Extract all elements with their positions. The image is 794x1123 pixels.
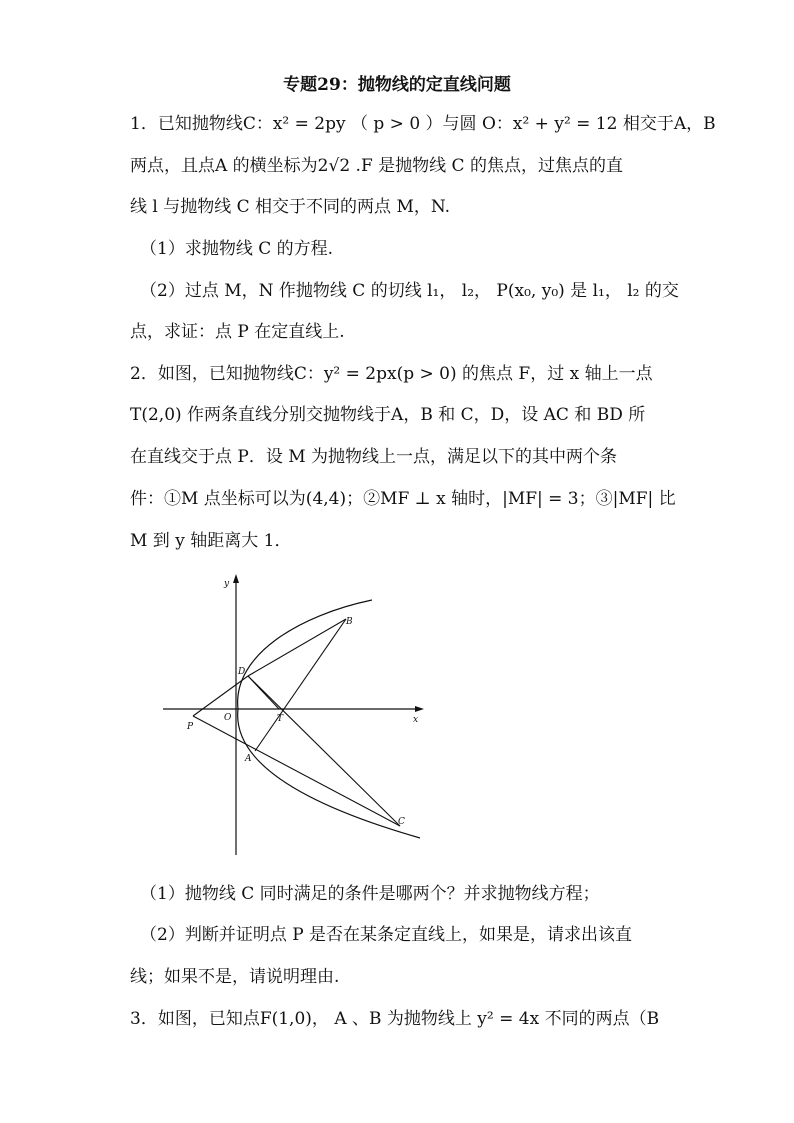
problem2-line4: 件：①M 点坐标可以为(4,4)；②MF ⊥ x 轴时，|MF| = 3；③|MF| 比 (130, 489, 676, 509)
label-D: D (238, 667, 246, 677)
label-P: P (187, 722, 194, 732)
problem1-question1: （1）求抛物线 C 的方程. (140, 239, 334, 259)
label-C: C (398, 817, 405, 827)
problem1-line2: 两点，且点A 的横坐标为2√2 .F 是抛物线 C 的焦点，过焦点的直 (130, 156, 623, 176)
problem2-line2: T(2,0) 作两条直线分别交抛物线于A，B 和 C，D，设 AC 和 BD 所 (130, 405, 646, 425)
chord-BA (255, 619, 346, 751)
y-axis-arrow (233, 574, 239, 583)
problem1-line1: 1．已知抛物线C：x² = 2py （ p > 0 ）与圆 O：x² + y² = 12 相交于A，B (130, 114, 716, 134)
line-PC (193, 716, 400, 826)
label-O: O (224, 713, 232, 723)
problem2-line3: 在直线交于点 P．设 M 为抛物线上一点，满足以下的其中两个条 (130, 447, 618, 467)
problem1-question2-line2: 点，求证：点 P 在定直线上. (130, 322, 345, 342)
label-x: x (413, 715, 419, 725)
label-T: T (277, 714, 284, 724)
label-B: B (346, 617, 353, 627)
problem2-question2-line2: 线；如果不是，请说明理由. (130, 967, 340, 987)
problem2-line1: 2．如图，已知抛物线C：y² = 2px(p > 0) 的焦点 F，过 x 轴上一点 (130, 364, 653, 384)
page-title: 专题29：抛物线的定直线问题 (283, 75, 511, 95)
problem1-question2-line1: （2）过点 M，N 作抛物线 C 的切线 l₁， l₂， P(x₀, y₀) 是 l₁， l₂ 的交 (140, 281, 679, 301)
problem2-question2-line1: （2）判断并证明点 P 是否在某条定直线上，如果是，请求出该直 (140, 925, 633, 945)
label-A: A (245, 754, 252, 764)
parabola-curve (238, 600, 420, 838)
line-PD (193, 676, 248, 716)
x-axis-arrow (415, 706, 424, 712)
label-y: y (224, 579, 230, 589)
problem2-line5: M 到 y 轴距离大 1． (130, 531, 292, 551)
problem3-line1: 3．如图，已知点F(1,0)， A 、B 为抛物线上 y² = 4x 不同的两点（B (130, 1009, 660, 1029)
problem2-question1: （1）抛物线 C 同时满足的条件是哪两个？并求抛物线方程； (140, 884, 600, 904)
parabola-figure (160, 570, 430, 860)
line-DB (248, 619, 346, 676)
problem1-line3: 线 l 与抛物线 C 相交于不同的两点 M，N. (130, 197, 451, 217)
